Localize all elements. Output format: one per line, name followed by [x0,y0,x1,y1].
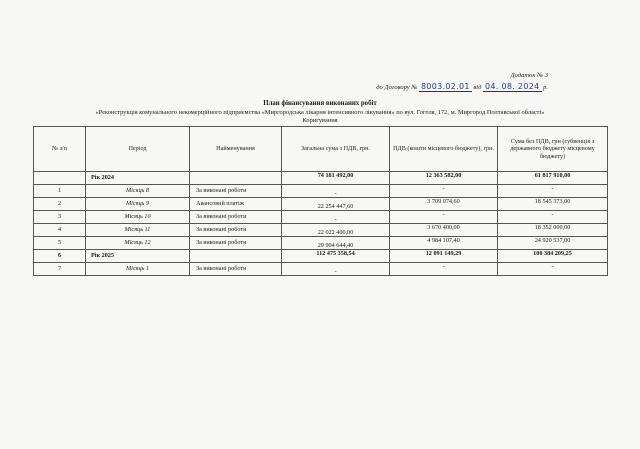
header-total: Загальна сума з ПДВ, грн. [282,127,390,172]
contract-date: 04. 08. 2024 [485,82,540,91]
row-period: Місяць 9 [86,198,190,211]
table-year-row [34,172,608,185]
row-vat: 12 363 582,00 [390,172,498,185]
annex-suffix: р. [543,84,548,91]
row-net: 61 817 910,00 [498,172,608,185]
row-number: 5 [34,237,86,250]
contract-number: 8003.02.01 [421,82,470,91]
row-number: 6 [34,250,86,263]
row-name: За виконані роботи [190,263,282,276]
financing-table [33,126,608,276]
annex-from: від [473,84,482,91]
plan-title: План фінансування виконаних робіт [263,100,377,107]
row-vat: - [390,263,498,276]
table-row [34,237,608,250]
document-title [0,100,640,126]
row-number: 2 [34,198,86,211]
table-year-row [34,250,608,263]
row-name: За виконані роботи [190,237,282,250]
table-row [34,185,608,198]
row-period: Місяць 11 [86,224,190,237]
row-name [190,172,282,185]
annex-prefix: до Договору № [376,84,418,91]
row-total: - [282,185,390,198]
row-net: 24 920 537,00 [498,237,608,250]
row-total: 74 181 492,00 [282,172,390,185]
row-name [190,250,282,263]
table-row [34,198,608,211]
row-number: 1 [34,185,86,198]
correction-label: Коригування [302,117,338,125]
annex-title: Додаток № 3 [510,72,548,79]
row-vat: - [390,185,498,198]
annex-contract-line [376,81,548,93]
row-net: 100 384 209,25 [498,250,608,263]
table-row [34,211,608,224]
annex-note [376,70,548,93]
row-period: Рік 2024 [86,172,190,185]
object-title: «Реконструкція комунального некомерційного підприємства «Миргородська лікарня інтенсивного лікування» по вул. Гоголя, 172, м. Миргород Полтавської області» [95,108,545,116]
row-period: Рік 2025 [86,250,190,263]
row-total: - [282,263,390,276]
header-net: Сума без ПДВ, грн (субвенція з державного бюджету місцевому бюджету) [498,127,608,172]
row-total: - [282,211,390,224]
row-number: 3 [34,211,86,224]
row-net: - [498,211,608,224]
row-name: Авансовий платіж [190,198,282,211]
table-row [34,263,608,276]
row-vat: 3 670 400,00 [390,224,498,237]
table-header-row [34,127,608,172]
row-total: 22 022 400,00 [282,224,390,237]
row-number: 4 [34,224,86,237]
row-vat: 3 709 074,60 [390,198,498,211]
table-row [34,224,608,237]
row-net: - [498,263,608,276]
row-number: 7 [34,263,86,276]
header-number: № з/п [34,127,86,172]
header-name: Найменування [190,127,282,172]
row-period: Місяць 8 [86,185,190,198]
row-total: 112 475 358,54 [282,250,390,263]
row-name: За виконані роботи [190,185,282,198]
header-period: Період [86,127,190,172]
row-period: Місяць 1 [86,263,190,276]
row-total: 29 904 644,40 [282,237,390,250]
row-period: Місяць 10 [86,211,190,224]
row-number [34,172,86,185]
row-name: За виконані роботи [190,224,282,237]
row-period: Місяць 12 [86,237,190,250]
row-vat: - [390,211,498,224]
row-name: За виконані роботи [190,211,282,224]
row-net: 18 352 000,00 [498,224,608,237]
row-vat: 12 091 149,29 [390,250,498,263]
header-vat: ПДВ (кошти місцевого бюджету), грн. [390,127,498,172]
row-net: - [498,185,608,198]
row-vat: 4 984 107,40 [390,237,498,250]
row-total: 22 254 447,60 [282,198,390,211]
row-net: 18 545 373,00 [498,198,608,211]
